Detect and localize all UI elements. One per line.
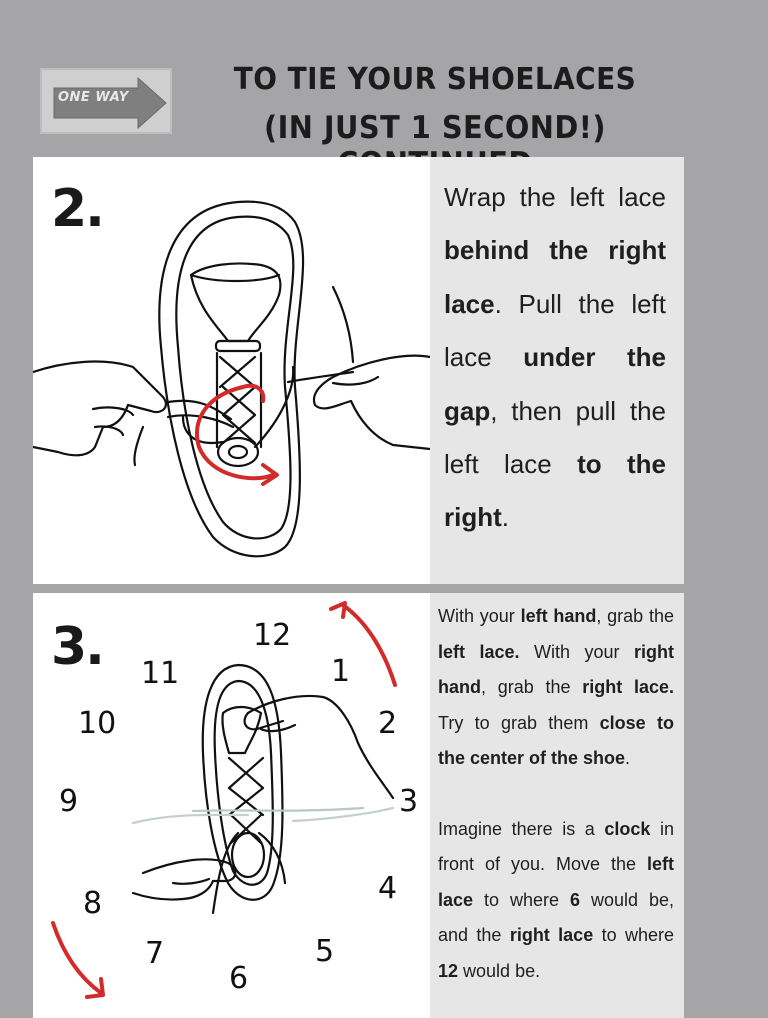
step-2-text-run: , then pull the left lace xyxy=(444,395,666,480)
step-3-paragraph-2 xyxy=(438,812,674,990)
step-3-instructions xyxy=(430,593,684,1018)
one-way-label: ONE WAY xyxy=(58,90,129,105)
clock-number-10: 10 xyxy=(78,706,117,741)
step-3-paragraph-2-run: Imagine there is a xyxy=(438,818,605,839)
step-3-paragraph-1-run: left hand xyxy=(520,606,597,626)
step-3-number: 3. xyxy=(51,617,103,677)
step-3-paragraph-2-run: right lace xyxy=(509,925,594,945)
clock-number-1: 1 xyxy=(331,654,351,689)
step-2-text-run: to the right xyxy=(444,449,667,533)
clock-number-6: 6 xyxy=(229,961,249,996)
step-2-number: 2. xyxy=(51,179,103,239)
step-3-paragraph-1-run: , grab the xyxy=(596,606,674,626)
page-title-line2: (IN JUST 1 SECOND!) xyxy=(263,110,607,146)
step-3-paragraph-1-run: With your xyxy=(519,641,634,662)
step-3-paragraph-2-run: in front of you. Move the xyxy=(438,818,675,874)
step-3-paragraph-2-run: 12 xyxy=(438,960,459,981)
step-3-paragraph-1-run: With your xyxy=(438,606,521,626)
step-3-paragraph-2-run: would be, and the xyxy=(438,889,674,945)
clock-number-11: 11 xyxy=(141,656,180,691)
step-3-paragraph-1-run: right hand xyxy=(438,641,674,697)
step-2-text-run: under the gap xyxy=(444,342,666,426)
one-way-sign xyxy=(40,68,172,134)
clock-number-5: 5 xyxy=(315,934,335,969)
page-title-line1: TO TIE YOUR SHOELACES xyxy=(233,62,637,97)
clock-number-8: 8 xyxy=(83,886,103,921)
step-2-text xyxy=(444,171,666,545)
step-3-paragraph-1-run: close to the center of the shoe xyxy=(438,712,674,768)
step-3-paragraph-2-run: to where xyxy=(593,925,675,945)
step-2-text-run: behind the right lace xyxy=(444,235,666,319)
clock-number-4: 4 xyxy=(378,871,398,906)
clock-number-3: 3 xyxy=(399,784,419,819)
step-2-text-run: Wrap the left lace xyxy=(444,182,666,212)
step-3-panel xyxy=(33,593,684,1018)
clock-number-2: 2 xyxy=(378,706,398,741)
step-3-paragraph-1-run: left lace. xyxy=(438,641,520,662)
step-3-paragraph-2-run: would be. xyxy=(458,960,541,981)
step-3-paragraph-1-run: right lace. xyxy=(582,677,674,697)
clock-number-9: 9 xyxy=(59,784,79,819)
step-3-paragraph-1-run: . xyxy=(625,748,631,768)
step-2-text-run: . Pull the left lace xyxy=(444,288,666,373)
step-3-paragraph-2-run: 6 xyxy=(569,889,580,910)
step-2-text-run: . xyxy=(501,502,509,533)
step-3-paragraph-2-run: left lace xyxy=(438,854,674,910)
step-3-paragraph-2-run: to where xyxy=(473,889,570,910)
clock-number-7: 7 xyxy=(145,936,165,971)
step-3-paragraph-1-run: Try to grab them xyxy=(438,712,600,733)
step-2-panel xyxy=(33,157,684,584)
step-3-paragraph-1-run: , grab the xyxy=(481,677,583,697)
step-3-paragraph-1 xyxy=(438,599,674,777)
step-3-paragraph-2-run: clock xyxy=(604,818,651,839)
clock-number-12: 12 xyxy=(253,618,292,653)
step-2-instructions xyxy=(430,157,684,584)
